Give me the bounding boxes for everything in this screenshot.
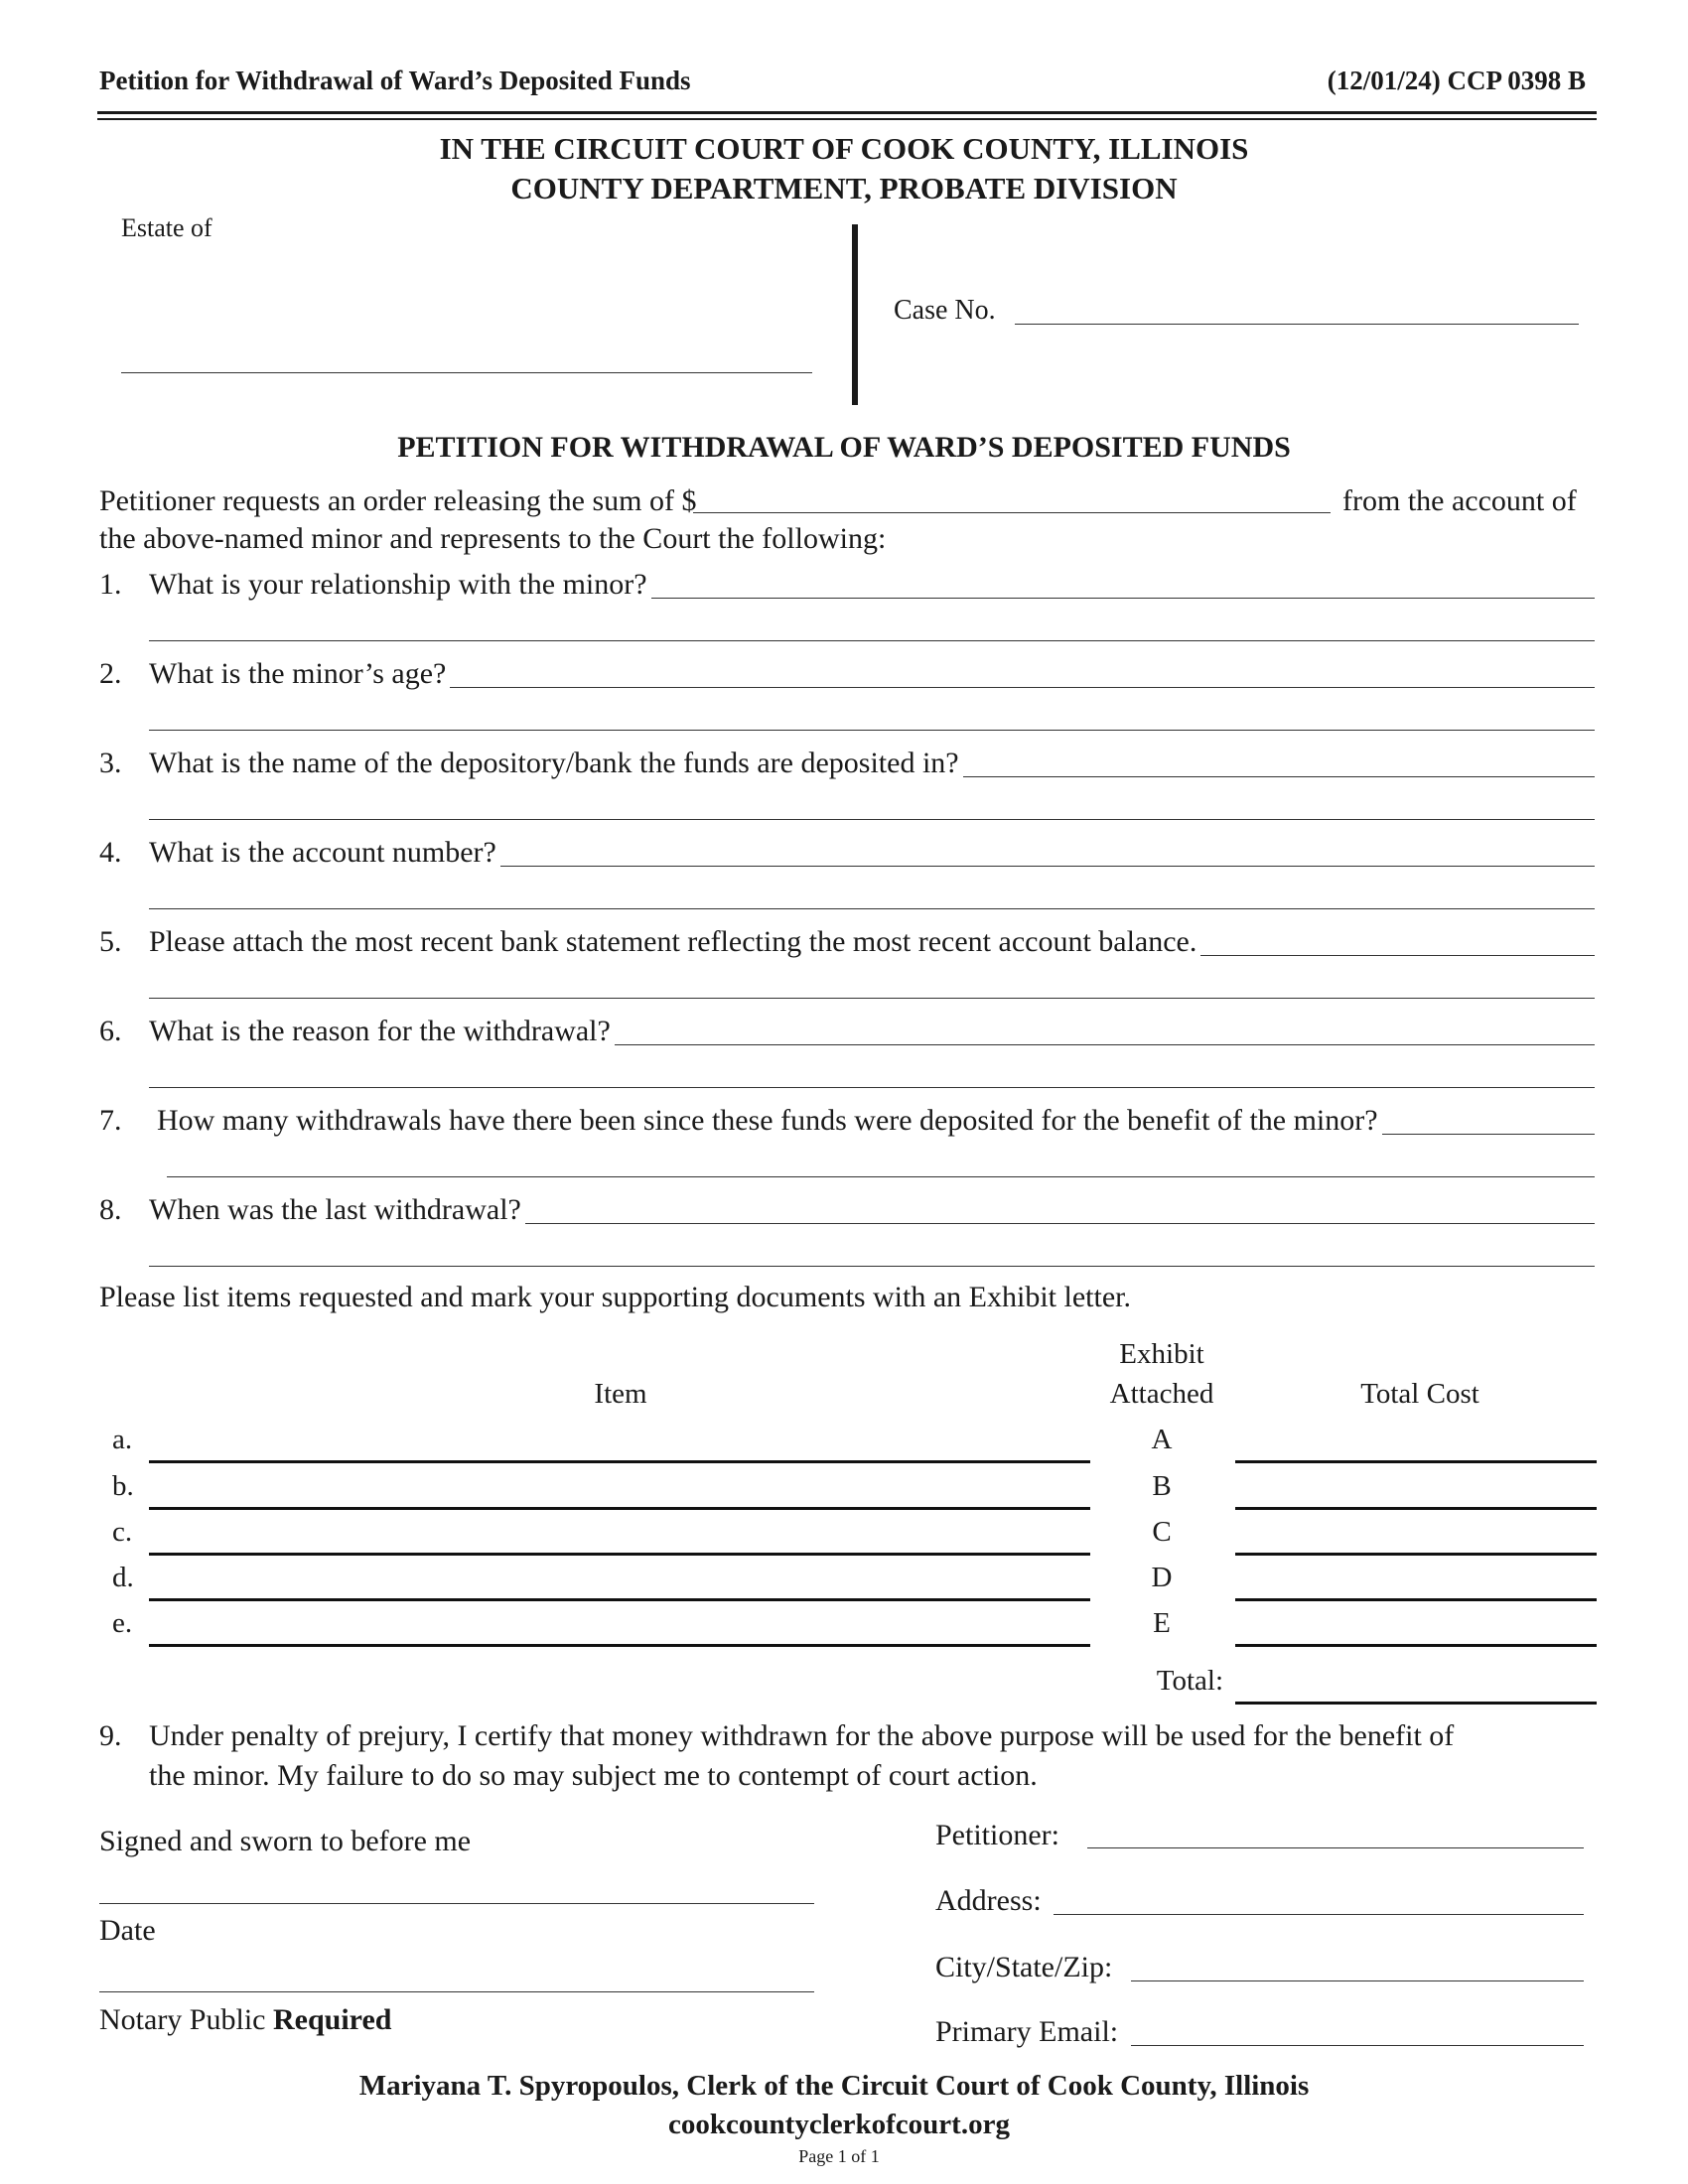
notary-public-text: Notary Public: [99, 2003, 266, 2036]
answer-5-line2[interactable]: [149, 998, 1595, 999]
item-field[interactable]: [149, 1553, 1090, 1556]
exhibit-column-header-line2: Attached: [1109, 1378, 1214, 1410]
question-5-text: Please attach the most recent bank statement reflecting the most recent account balance.: [149, 925, 1200, 959]
item-column-header: Item: [594, 1378, 647, 1410]
certification-number: 9.: [99, 1719, 122, 1752]
items-instruction: Please list items requested and mark your supporting documents with an Exhibit letter.: [99, 1281, 1131, 1313]
question-8-text: When was the last withdrawal?: [149, 1193, 525, 1227]
question-8-number: 8.: [99, 1193, 122, 1226]
item-row-label: a.: [112, 1424, 133, 1455]
case-number-field[interactable]: [1015, 324, 1579, 325]
certification-text-line2: the minor. My failure to do so may subject me to contempt of court action.: [149, 1759, 1038, 1792]
petitioner-field[interactable]: [1087, 1847, 1584, 1848]
sum-field[interactable]: [693, 512, 1331, 513]
cost-field[interactable]: [1235, 1553, 1597, 1556]
answer-6-line2[interactable]: [149, 1087, 1595, 1088]
exhibit-letter: D: [1151, 1562, 1173, 1593]
item-row-label: b.: [112, 1470, 134, 1502]
exhibit-letter: E: [1153, 1607, 1171, 1639]
question-5-number: 5.: [99, 925, 122, 958]
estate-name-field[interactable]: [121, 372, 812, 373]
item-row-label: c.: [112, 1516, 133, 1548]
form-title-header: Petition for Withdrawal of Ward’s Deposited Funds: [99, 66, 691, 95]
cost-field[interactable]: [1235, 1507, 1597, 1510]
question-1-number: 1.: [99, 568, 122, 601]
item-field[interactable]: [149, 1644, 1090, 1647]
header-rule-top: [97, 111, 1597, 114]
primary-email-label: Primary Email:: [935, 2015, 1119, 2048]
question-2-text: What is the minor’s age?: [149, 657, 450, 691]
certification-text-line1: Under penalty of prejury, I certify that money withdrawn for the above purpose will be used for the benefit of: [149, 1719, 1455, 1752]
exhibit-letter: A: [1151, 1424, 1173, 1455]
answer-1-line2[interactable]: [149, 640, 1595, 641]
estate-label: Estate of: [121, 213, 212, 242]
petition-title: PETITION FOR WITHDRAWAL OF WARD’S DEPOSITED FUNDS: [397, 431, 1291, 464]
total-field[interactable]: [1235, 1702, 1597, 1705]
item-field[interactable]: [149, 1507, 1090, 1510]
question-1-text: What is your relationship with the minor?: [149, 568, 651, 602]
question-6-number: 6.: [99, 1015, 122, 1047]
item-field[interactable]: [149, 1598, 1090, 1601]
answer-4-line2[interactable]: [149, 908, 1595, 909]
primary-email-field[interactable]: [1131, 2045, 1584, 2046]
answer-2-line2[interactable]: [149, 730, 1595, 731]
court-division: COUNTY DEPARTMENT, PROBATE DIVISION: [510, 171, 1178, 205]
answer-8-line2[interactable]: [149, 1266, 1595, 1267]
item-row-label: d.: [112, 1562, 134, 1593]
answer-7-line2[interactable]: [167, 1176, 1595, 1177]
exhibit-letter: C: [1152, 1516, 1172, 1548]
court-name: IN THE CIRCUIT COURT OF COOK COUNTY, ILLINOIS: [439, 131, 1249, 166]
total-label: Total:: [1156, 1665, 1223, 1697]
question-4-number: 4.: [99, 836, 122, 869]
header-rule-bottom: [97, 118, 1597, 120]
item-row-label: e.: [112, 1607, 133, 1639]
form-code: (12/01/24) CCP 0398 B: [1327, 66, 1586, 95]
cost-column-header: Total Cost: [1360, 1378, 1479, 1410]
petitioner-label: Petitioner:: [935, 1819, 1059, 1851]
item-field[interactable]: [149, 1460, 1090, 1463]
page-number: Page 1 of 1: [798, 2146, 880, 2166]
address-field[interactable]: [1054, 1914, 1584, 1915]
question-7-number: 7.: [99, 1104, 122, 1137]
question-7-text: How many withdrawals have there been since these funds were deposited for the benefit of the minor?: [157, 1104, 1382, 1138]
case-number-label: Case No.: [894, 295, 996, 326]
sworn-label: Signed and sworn to before me: [99, 1825, 472, 1857]
cost-field[interactable]: [1235, 1460, 1597, 1463]
address-label: Address:: [935, 1884, 1042, 1917]
question-6-text: What is the reason for the withdrawal?: [149, 1015, 615, 1048]
notary-signature-field[interactable]: [99, 1991, 814, 1992]
website-footer[interactable]: cookcountyclerkofcourt.org: [668, 2109, 1010, 2140]
sworn-date-field[interactable]: [99, 1903, 814, 1904]
intro-text-part2: from the account of: [1342, 484, 1577, 517]
notary-label: [99, 2003, 391, 2037]
city-state-zip-label: City/State/Zip:: [935, 1951, 1113, 1983]
answer-3-line2[interactable]: [149, 819, 1595, 820]
exhibit-letter: B: [1152, 1470, 1172, 1502]
question-2-number: 2.: [99, 657, 122, 690]
cost-field[interactable]: [1235, 1598, 1597, 1601]
date-label: Date: [99, 1914, 156, 1947]
question-3-text: What is the name of the depository/bank the funds are deposited in?: [149, 747, 963, 780]
intro-text-part1: Petitioner requests an order releasing the sum of $: [99, 484, 697, 517]
notary-required-text: Required: [272, 2003, 392, 2036]
exhibit-column-header-line1: Exhibit: [1119, 1338, 1204, 1370]
intro-text-line2: the above-named minor and represents to the Court the following:: [99, 522, 887, 555]
question-4-text: What is the account number?: [149, 836, 500, 870]
question-3-number: 3.: [99, 747, 122, 779]
cost-field[interactable]: [1235, 1644, 1597, 1647]
caption-divider: [852, 224, 858, 405]
city-state-zip-field[interactable]: [1131, 1980, 1584, 1981]
clerk-footer: Mariyana T. Spyropoulos, Clerk of the Circuit Court of Cook County, Illinois: [358, 2070, 1310, 2102]
